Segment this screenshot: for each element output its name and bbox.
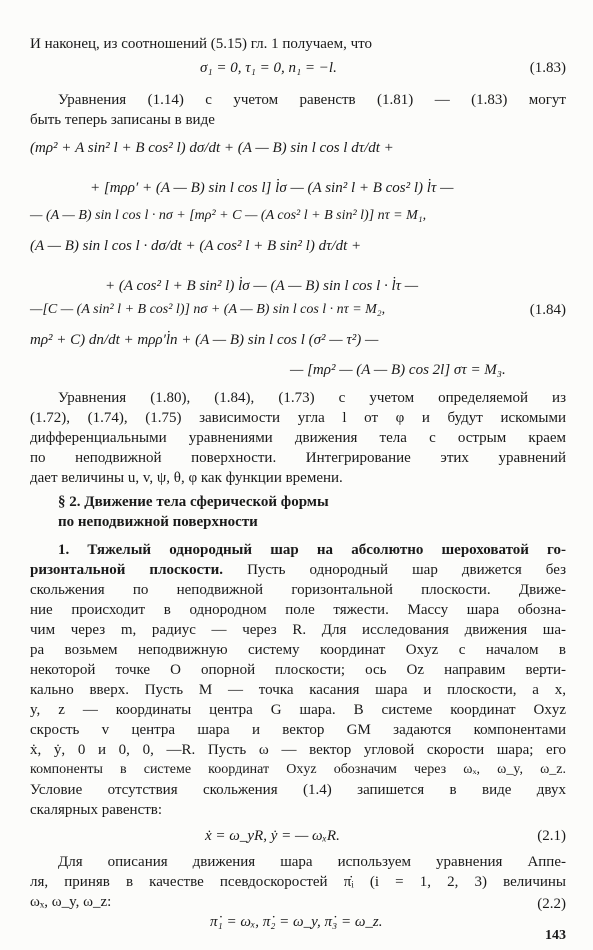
equation-line: + [mρρ′ + (A — B) sin l cos l] l̇σ — (A sin² l + B cos² l) l̇τ —	[90, 180, 454, 196]
text-line: ра возьмем неподвижную систему координат Oxyz с началом в	[30, 642, 566, 658]
equation-line: + (A cos² l + B sin² l) l̇σ — (A — B) sin l cos l · l̇τ —	[105, 278, 419, 294]
page-number: 143	[545, 928, 566, 943]
section-heading: по неподвижной поверхности	[58, 514, 258, 530]
text-line: чим через m, радиус — через R. Для исследования движения ша-	[30, 622, 566, 638]
subsection-heading: 1. Тяжелый однородный шар на абсолютно шероховатой го-	[58, 542, 566, 558]
equation-2-2: π̇₁ = ωₓ, π̇₂ = ω_y, π̇₃ = ω_z.	[210, 914, 383, 930]
text-line: кально вверх. Пусть M — точка касания шара и плоскости, а x,	[30, 682, 566, 698]
text-line: скольжения по неподвижной горизонтальной плоскости. Движе-	[30, 582, 566, 598]
text-line: по неподвижной поверхности. Интегрирование этих уравнений	[30, 450, 566, 466]
text-line: И наконец, из соотношений (5.15) гл. 1 получаем, что	[30, 36, 372, 52]
text-line: ẋ, ẏ, 0 и 0, 0, —R. Пусть ω — вектор угловой скорости шара; его	[30, 742, 566, 758]
text-line: скрость v центра шара и вектор GM задаются компонентами	[30, 722, 566, 738]
text-line: ние происходит в однородном поле тяжести. Массу шара обозна-	[30, 602, 566, 618]
section-heading: § 2. Движение тела сферической формы	[58, 494, 329, 510]
equation-line: —[C — (A sin² l + B cos² l)] nσ + (A — B) sin l cos l · nτ = M₂,	[30, 302, 386, 317]
equation-number: (2.1)	[537, 828, 566, 844]
text-line: (1.72), (1.74), (1.75) зависимости угла l от φ и будут искомыми	[30, 410, 566, 426]
equation-line: — (A — B) sin l cos l · nσ + [mρ² + C — (A cos² l + B sin² l)] nτ = M₁,	[30, 208, 427, 223]
equation-number: (2.2)	[537, 896, 566, 912]
subsection-heading-end: ризонтальной плоскости.	[30, 562, 224, 578]
equation-2-1: ẋ = ω_yR, ẏ = — ωₓR.	[205, 828, 340, 844]
equation-1-83: σ₁ = 0, τ₁ = 0, n₁ = −l.	[200, 60, 337, 76]
text-line: дифференциальными уравнениями движения тела с острым краем	[30, 430, 566, 446]
text-span: Пусть однородный шар движется без	[223, 562, 566, 578]
text-line: ля, приняв в качестве псевдоскоростей π̇ᵢ (i = 1, 2, 3) величины	[30, 874, 566, 890]
text-line: компоненты в системе координат Oxyz обозначим через ωₓ, ω_y, ω_z.	[30, 762, 566, 777]
equation-line: (mρ² + A sin² l + B cos² l) dσ/dt + (A — B) sin l cos l dτ/dt +	[30, 140, 394, 156]
equation-number: (1.83)	[529, 60, 566, 76]
text-line: дает величины u, v, ψ, θ, φ как функции времени.	[30, 470, 343, 486]
text-line: Для описания движения шара используем уравнения Аппе-	[58, 854, 566, 870]
equation-line: — [mρ² — (A — B) cos 2l] στ = M₃.	[290, 362, 506, 378]
text-line: Условие отсутствия скольжения (1.4) запишется в виде двух	[30, 782, 566, 798]
text-line: ωₓ, ω_y, ω_z:	[30, 894, 112, 910]
equation-line: (A — B) sin l cos l · dσ/dt + (A cos² l + B sin² l) dτ/dt +	[30, 238, 362, 254]
text-line: быть теперь записаны в виде	[30, 112, 215, 128]
text-line: Уравнения (1.80), (1.84), (1.73) с учетом определяемой из	[58, 390, 566, 406]
text-line: Уравнения (1.14) с учетом равенств (1.81) — (1.83) могут	[58, 92, 566, 108]
text-line: y, z — координаты центра G шара. В системе координат Oxyz	[30, 702, 566, 718]
equation-line: mρ² + C) dn/dt + mρρ′l̇n + (A — B) sin l cos l (σ² — τ²) —	[30, 332, 379, 348]
text-line: скалярных равенств:	[30, 802, 163, 818]
text-line	[30, 560, 566, 580]
equation-number: (1.84)	[529, 302, 566, 318]
text-line: некоторой точке O опорной плоскости; ось Oz направим верти-	[30, 662, 566, 678]
